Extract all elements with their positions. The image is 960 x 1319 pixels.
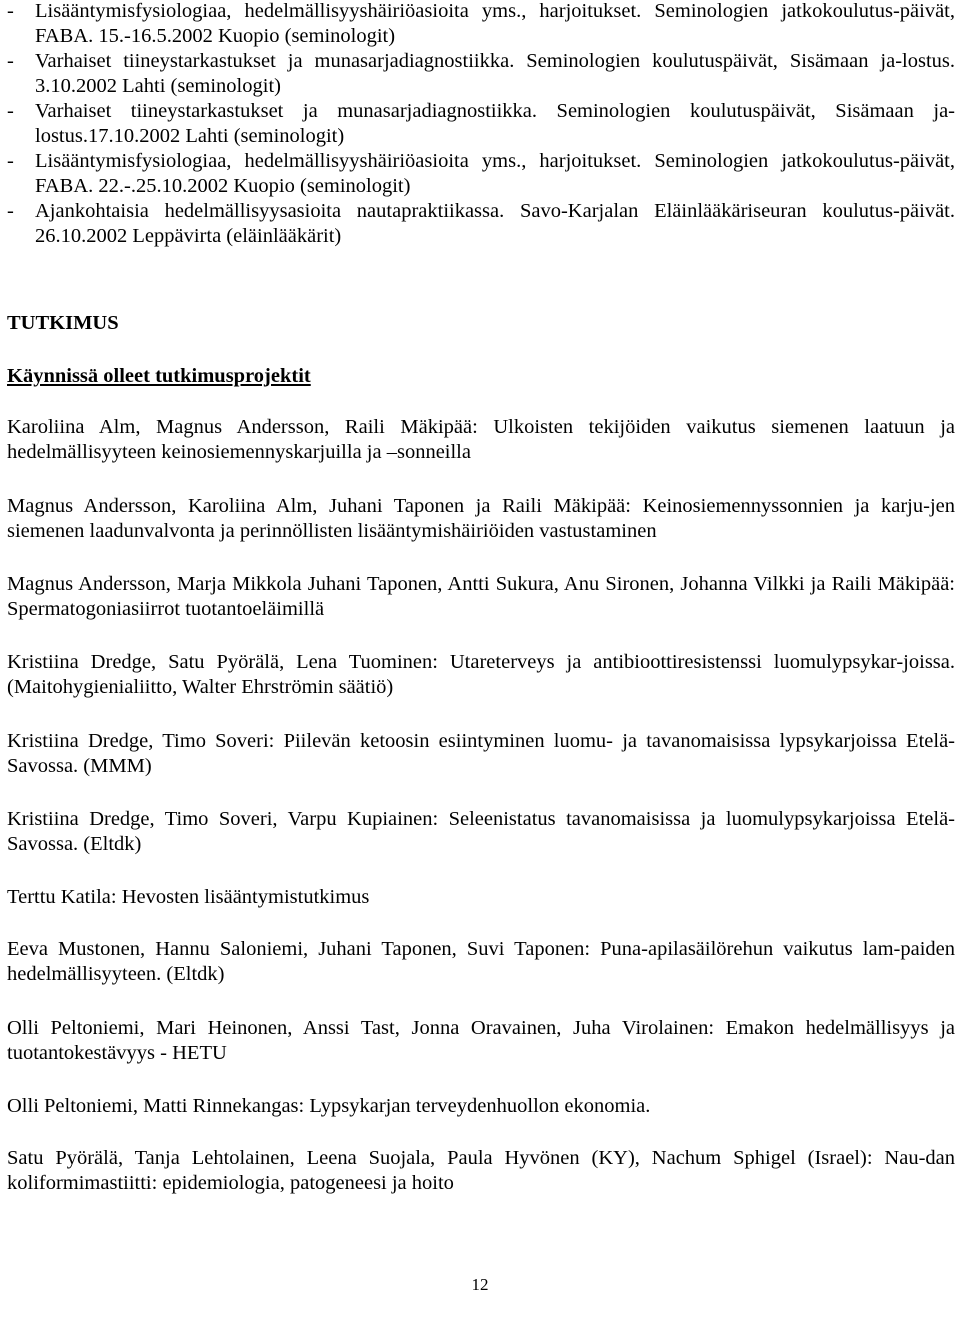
list-item-text: Lisääntymisfysiologiaa, hedelmällisyyshäiriöasioita yms., harjoitukset. Seminologien jatkokoulutus-päivät, FABA. 22.-.25.10.2002 Kuopio (seminologit) bbox=[35, 150, 955, 197]
project-entry: Magnus Andersson, Marja Mikkola Juhani Taponen, Antti Sukura, Anu Sironen, Johanna Vilkki ja Raili Mäkipää: Spermatogoniasiirrot tuotantoeläimillä bbox=[7, 573, 955, 620]
list-item-text: Varhaiset tiineystarkastukset ja munasarjadiagnostiikka. Seminologien koulutuspäivät, Sisämaan ja-lostus. 3.10.2002 Lahti (seminologit) bbox=[35, 50, 955, 97]
project-entry: Kristiina Dredge, Timo Soveri: Piilevän ketoosin esiintyminen luomu- ja tavanomaisissa lypsykarjoissa Etelä-Savossa. (MMM) bbox=[7, 730, 955, 777]
project-entry: Terttu Katila: Hevosten lisääntymistutkimus bbox=[7, 886, 370, 908]
list-item bbox=[7, 0, 955, 49]
list-item-text: Ajankohtaisia hedelmällisyysasioita nautapraktiikassa. Savo-Karjalan Eläinlääkäriseuran koulutus-päivät. 26.10.2002 Leppävirta (eläinlääkärit) bbox=[35, 200, 955, 247]
project-entry: Olli Peltoniemi, Matti Rinnekangas: Lypsykarjan terveydenhuollon ekonomia. bbox=[7, 1095, 651, 1117]
project-entry: Satu Pyörälä, Tanja Lehtolainen, Leena Suojala, Paula Hyvönen (KY), Nachum Sphigel (Israel): Nau-dan koliformimastiitti: epidemiologia, patogeneesi ja hoito bbox=[7, 1147, 955, 1194]
section-heading: TUTKIMUS bbox=[7, 312, 119, 334]
page-number: 12 bbox=[471, 1275, 489, 1294]
list-item bbox=[7, 99, 955, 149]
list-item bbox=[7, 199, 955, 249]
project-entry: Olli Peltoniemi, Mari Heinonen, Anssi Tast, Jonna Oravainen, Juha Virolainen: Emakon hedelmällisyys ja tuotantokestävyys - HETU bbox=[7, 1017, 955, 1064]
project-entry: Kristiina Dredge, Satu Pyörälä, Lena Tuominen: Utareterveys ja antibioottiresistenssi luomulypsykar-joissa. (Maitohygienialiitto, Walter Ehrströmin säätiö) bbox=[7, 651, 955, 698]
bullet-dash: - bbox=[7, 100, 14, 122]
bullet-dash: - bbox=[7, 0, 14, 22]
list-item-text: Varhaiset tiineystarkastukset ja munasarjadiagnostiikka. Seminologien koulutuspäivät, Sisämaan ja-lostus.17.10.2002 Lahti (seminologit) bbox=[35, 100, 955, 147]
project-entry: Magnus Andersson, Karoliina Alm, Juhani Taponen ja Raili Mäkipää: Keinosiemennyssonnien ja karju-jen siemenen laadunvalvonta ja perinnöllisten lisääntymishäiriöiden vastustaminen bbox=[7, 495, 955, 542]
bullet-dash: - bbox=[7, 150, 14, 172]
section-subheading: Käynnissä olleet tutkimusprojektit bbox=[7, 365, 311, 387]
list-item bbox=[7, 49, 955, 99]
bullet-dash: - bbox=[7, 50, 14, 72]
project-entry: Eeva Mustonen, Hannu Saloniemi, Juhani Taponen, Suvi Taponen: Puna-apilasäilörehun vaikutus lam-paiden hedelmällisyyteen. (Eltdk) bbox=[7, 938, 955, 985]
project-entry: Kristiina Dredge, Timo Soveri, Varpu Kupiainen: Seleenistatus tavanomaisissa ja luomulypsykarjoissa Etelä-Savossa. (Eltdk) bbox=[7, 808, 955, 855]
project-entry: Karoliina Alm, Magnus Andersson, Raili Mäkipää: Ulkoisten tekijöiden vaikutus siemenen laatuun ja hedelmällisyyteen keinosiemennyskarjuilla ja –sonneilla bbox=[7, 416, 955, 463]
training-list bbox=[7, 0, 955, 249]
bullet-dash: - bbox=[7, 200, 14, 222]
list-item-text: Lisääntymisfysiologiaa, hedelmällisyyshäiriöasioita yms., harjoitukset. Seminologien jatkokoulutus-päivät, FABA. 15.-16.5.2002 Kuopio (seminologit) bbox=[35, 0, 955, 47]
list-item bbox=[7, 149, 955, 199]
